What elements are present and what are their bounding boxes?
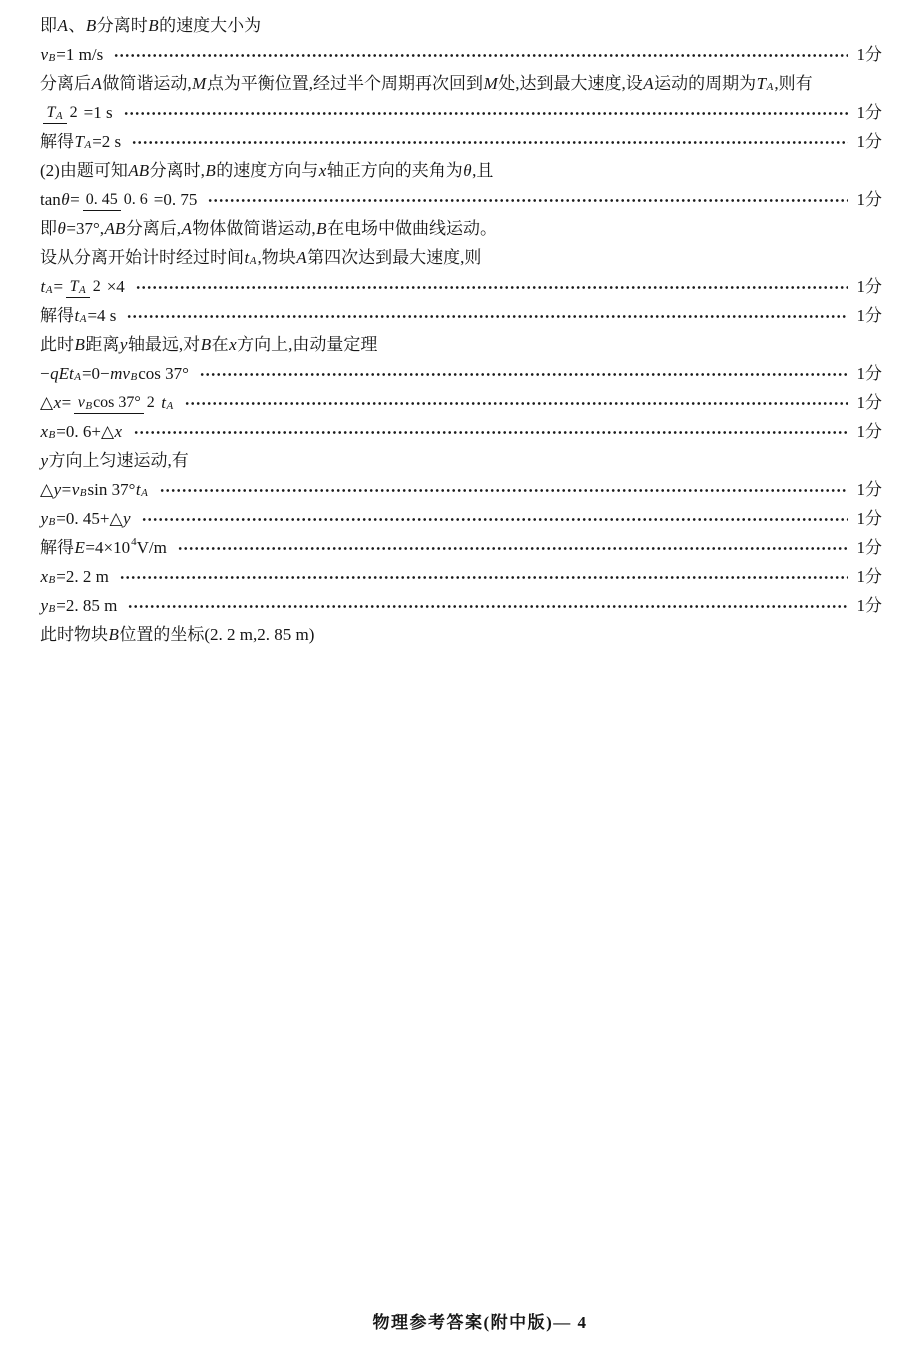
math-text: 处,达到最大速度,设	[498, 73, 643, 93]
line-content	[40, 131, 121, 152]
math-sub: A	[78, 283, 86, 296]
math-text: =2. 85 m	[56, 595, 118, 615]
score-label: 1分	[856, 102, 882, 122]
line-content	[40, 73, 813, 94]
math-text: ,且	[472, 160, 494, 180]
dot-leader	[127, 314, 847, 319]
fraction-denominator	[121, 189, 151, 210]
math-var: t	[40, 276, 46, 296]
math-var: B	[316, 218, 327, 238]
math-text: =0. 75	[153, 189, 198, 209]
dot-leader	[128, 604, 847, 609]
score-label: 1分	[856, 392, 882, 412]
text-line	[40, 156, 882, 185]
line-content	[40, 566, 109, 587]
math-var: y	[40, 508, 49, 528]
math-sub: B	[48, 515, 56, 528]
math-var: AB	[128, 160, 150, 180]
scored-step-line	[40, 591, 882, 620]
line-content	[40, 334, 377, 355]
text-line	[40, 620, 882, 649]
math-var: B	[148, 15, 159, 35]
math-sub: A	[79, 312, 87, 325]
math-var: x	[114, 421, 123, 441]
math-text: 运动的周期为	[654, 73, 757, 93]
math-text: =2 s	[92, 131, 122, 151]
math-text: =0. 6+△	[56, 421, 115, 441]
dot-leader	[160, 488, 848, 493]
math-text: 、	[68, 15, 86, 35]
math-text: 2	[92, 277, 101, 295]
math-text: 方向上匀速运动,有	[48, 450, 189, 470]
line-content	[40, 44, 103, 65]
math-var: T	[756, 73, 767, 93]
scored-step-line	[40, 301, 882, 330]
text-line	[40, 11, 882, 40]
line-content	[40, 305, 116, 326]
math-text: cos 37°	[93, 393, 141, 411]
math-sub: A	[55, 109, 63, 122]
document-page	[0, 0, 900, 649]
math-var: E	[74, 537, 85, 557]
scored-step-line	[40, 562, 882, 591]
line-content	[40, 508, 131, 529]
math-text: V/m	[136, 537, 167, 557]
math-text: ,则有	[774, 73, 813, 93]
math-text: 在	[211, 334, 229, 354]
math-text: =	[61, 392, 72, 412]
scored-step-line	[40, 98, 882, 127]
fraction-numerator	[83, 189, 121, 211]
fraction-numerator	[43, 102, 67, 124]
math-var: y	[119, 334, 128, 354]
math-var: A	[181, 218, 192, 238]
math-sub: A	[84, 138, 92, 151]
math-var: B	[200, 334, 212, 354]
score-label: 1分	[856, 363, 882, 383]
math-sub: B	[48, 51, 56, 64]
math-text: (2)由题可知	[40, 160, 128, 180]
math-sub: A	[766, 80, 774, 93]
math-var: t	[135, 479, 141, 499]
score-label: 1分	[856, 566, 882, 586]
math-text: sin 37°	[87, 479, 136, 499]
math-text: △	[40, 479, 54, 499]
line-content	[40, 479, 149, 500]
math-var: M	[483, 73, 498, 93]
math-var: mv	[110, 363, 130, 383]
math-text: 设从分离开始计时经过时间	[40, 247, 244, 267]
score-label: 1分	[856, 421, 882, 441]
scored-step-line	[40, 475, 882, 504]
score-label: 1分	[856, 508, 882, 528]
math-var: t	[244, 247, 250, 267]
scored-step-line	[40, 40, 882, 69]
math-var: B	[108, 624, 119, 644]
math-text: 即	[40, 218, 57, 238]
math-var: v	[77, 393, 85, 411]
math-text: ×4	[106, 276, 125, 296]
math-text: 在电场中做曲线运动。	[327, 218, 498, 238]
page-footer: 物理参考答案(附中版)— 4	[372, 1313, 588, 1332]
math-text: 此时	[40, 334, 74, 354]
score-label: 1分	[856, 595, 882, 615]
math-text: 距离	[85, 334, 120, 354]
scored-step-line	[40, 388, 882, 417]
line-content	[40, 218, 497, 239]
math-text: =2. 2 m	[56, 566, 109, 586]
scored-step-line	[40, 185, 882, 214]
math-var: x	[318, 160, 327, 180]
math-text: 解得	[40, 305, 74, 325]
dot-leader	[200, 372, 848, 377]
math-text: 0. 45	[85, 190, 118, 208]
math-var: y	[53, 479, 62, 499]
math-text: 分离时,	[149, 160, 205, 180]
fraction	[83, 188, 151, 211]
text-line	[40, 214, 882, 243]
math-text: 方向上,由动量定理	[237, 334, 378, 354]
text-line	[40, 446, 882, 475]
score-label: 1分	[856, 189, 882, 209]
dot-leader	[208, 198, 847, 203]
math-var: T	[69, 277, 79, 295]
math-sub: A	[249, 254, 257, 267]
score-label: 1分	[856, 479, 882, 499]
math-var: M	[192, 73, 207, 93]
fraction-denominator	[67, 102, 81, 123]
dot-leader	[114, 53, 847, 58]
score-label: 1分	[856, 44, 882, 64]
math-text: 轴最远,对	[127, 334, 201, 354]
line-content	[40, 391, 174, 414]
fraction	[43, 101, 81, 124]
dot-leader	[136, 285, 848, 290]
math-text: 此时物块	[40, 624, 108, 644]
math-text: =1 s	[83, 102, 113, 122]
math-text: 第四次达到最大速度,则	[307, 247, 482, 267]
math-text: cos 37°	[138, 363, 189, 383]
math-text: 的速度方向与	[216, 160, 319, 180]
scored-step-line	[40, 272, 882, 301]
math-var: qEt	[50, 363, 74, 383]
math-text: 物体做简谐运动,	[192, 218, 316, 238]
math-var: x	[53, 392, 62, 412]
dot-leader	[134, 430, 848, 435]
math-text: =0−	[81, 363, 110, 383]
math-text: =	[61, 479, 72, 499]
math-sub: B	[48, 428, 56, 441]
math-text: 分离后	[40, 73, 91, 93]
math-text: =0. 45+△	[56, 508, 123, 528]
line-content	[40, 421, 123, 442]
line-content	[40, 188, 197, 211]
line-content	[40, 15, 261, 36]
math-sub: A	[74, 370, 81, 383]
math-text: 点为平衡位置,经过半个周期再次回到	[206, 73, 484, 93]
math-text: 分离时	[96, 15, 148, 35]
math-sub: B	[48, 602, 56, 615]
math-text: 2	[146, 393, 155, 411]
math-var: T	[74, 131, 84, 151]
math-var: x	[40, 566, 49, 586]
scored-step-line	[40, 417, 882, 446]
scored-step-line	[40, 127, 882, 156]
dot-leader	[120, 575, 848, 580]
text-line	[40, 330, 882, 359]
score-label: 1分	[856, 131, 882, 151]
math-var: T	[46, 103, 56, 121]
line-content	[40, 624, 314, 645]
math-sub: B	[130, 370, 138, 383]
math-text: 做简谐运动,	[102, 73, 192, 93]
math-var: θ	[61, 189, 70, 209]
text-line	[40, 69, 882, 98]
math-text: 分离后,	[125, 218, 182, 238]
fraction-numerator	[66, 276, 90, 298]
math-var: y	[40, 450, 49, 470]
fraction-denominator	[144, 392, 158, 413]
math-var: y	[40, 595, 49, 615]
math-var: t	[161, 392, 167, 412]
math-text: =1 m/s	[56, 44, 104, 64]
score-label: 1分	[856, 305, 882, 325]
math-var: v	[71, 479, 80, 499]
score-label: 1分	[856, 276, 882, 296]
math-text: 2	[69, 103, 78, 121]
math-var: B	[74, 334, 85, 354]
math-var: B	[85, 15, 97, 35]
math-text: 即	[40, 15, 57, 35]
math-text: =	[53, 276, 64, 296]
math-text: 解得	[40, 131, 74, 151]
math-var: θ	[57, 218, 66, 238]
fraction	[74, 391, 158, 414]
line-content	[40, 247, 481, 268]
line-content	[40, 160, 493, 181]
math-text: =37°,	[66, 218, 104, 238]
dot-leader	[178, 546, 848, 551]
math-text: −	[40, 363, 50, 383]
math-sub: B	[79, 486, 87, 499]
math-var: x	[40, 421, 49, 441]
math-var: y	[123, 508, 131, 528]
math-var: x	[229, 334, 237, 354]
fraction-numerator	[74, 392, 144, 414]
dot-leader	[132, 140, 847, 145]
math-text: =4 s	[87, 305, 117, 325]
fraction-denominator	[90, 276, 104, 297]
math-var: A	[57, 15, 68, 35]
math-sup: 4	[131, 535, 137, 548]
line-content	[40, 450, 189, 471]
math-var: v	[40, 44, 49, 64]
math-sub: A	[166, 399, 174, 412]
math-sub: B	[48, 573, 56, 586]
line-content	[40, 595, 117, 616]
math-sub: A	[141, 486, 148, 499]
math-var: AB	[104, 218, 126, 238]
scored-step-line	[40, 504, 882, 533]
math-text: =	[70, 189, 80, 209]
math-text: 的速度大小为	[159, 15, 262, 35]
dot-leader	[185, 401, 847, 406]
math-sub: A	[45, 283, 53, 296]
math-text: ,物块	[257, 247, 296, 267]
answer-lines	[40, 11, 882, 649]
math-var: A	[643, 73, 654, 93]
line-content	[40, 275, 125, 298]
line-content	[40, 101, 113, 124]
fraction	[66, 275, 104, 298]
line-content	[40, 363, 189, 384]
math-text: 解得	[40, 537, 74, 557]
math-var: t	[74, 305, 80, 325]
scored-step-line	[40, 359, 882, 388]
math-var: A	[296, 247, 307, 267]
math-var: A	[91, 73, 102, 93]
math-text: 轴正方向的夹角为	[326, 160, 463, 180]
text-line	[40, 243, 882, 272]
math-sub: B	[85, 399, 93, 412]
math-text: 位置的坐标(2. 2 m,2. 85 m)	[119, 624, 315, 644]
line-content	[40, 537, 167, 558]
math-text: tan	[40, 189, 61, 209]
math-var: θ	[463, 160, 472, 180]
math-text: △	[40, 392, 54, 412]
score-label: 1分	[856, 537, 882, 557]
math-text: =4×10	[85, 537, 131, 557]
dot-leader	[142, 517, 847, 522]
scored-step-line	[40, 533, 882, 562]
math-var: B	[205, 160, 216, 180]
dot-leader	[124, 111, 848, 116]
math-text: 0. 6	[123, 190, 148, 208]
